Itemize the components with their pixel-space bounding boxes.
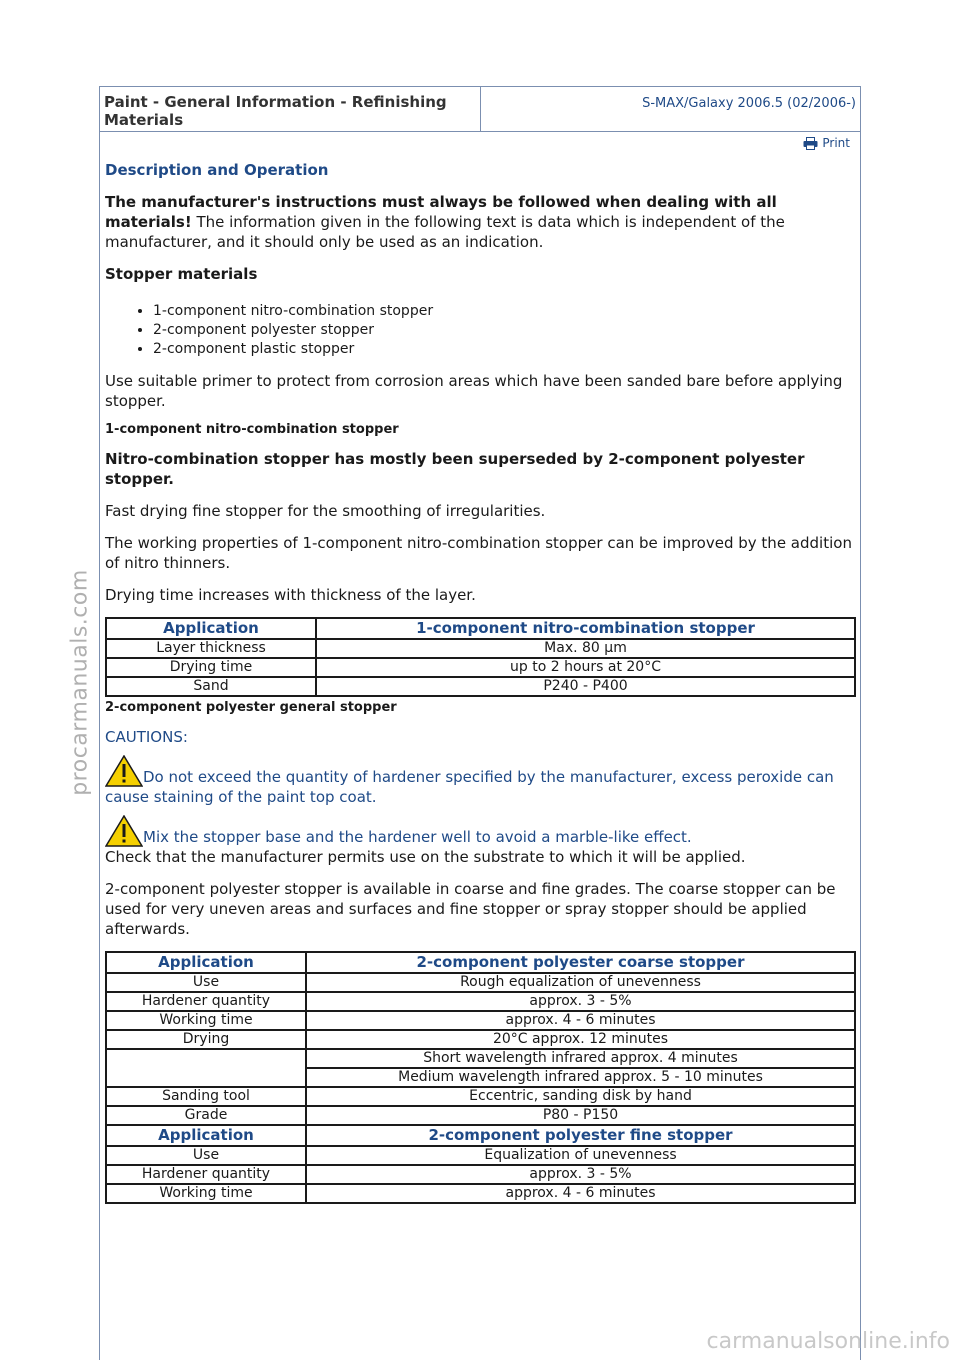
table-cell: P240 - P400 xyxy=(316,677,855,696)
table-row xyxy=(106,677,855,696)
table-cell: Sand xyxy=(106,677,316,696)
table-cell: Use xyxy=(106,1146,306,1165)
table-row xyxy=(106,1011,855,1030)
table-cell: Medium wavelength infrared approx. 5 - 10 minutes xyxy=(306,1068,855,1087)
header-model: S-MAX/Galaxy 2006.5 (02/2006-) xyxy=(481,87,861,132)
table-header: Application xyxy=(106,618,316,639)
table-cell: Short wavelength infrared approx. 4 minutes xyxy=(306,1049,855,1068)
warning-icon xyxy=(105,755,143,787)
nitro-subheading: 1-component nitro-combination stopper xyxy=(105,422,399,437)
table-header: Application xyxy=(106,1125,306,1146)
table-cell: Sanding tool xyxy=(106,1087,306,1106)
table-row xyxy=(106,639,855,658)
table-cell: approx. 4 - 6 minutes xyxy=(306,1184,855,1203)
table-row xyxy=(106,1087,855,1106)
printer-icon xyxy=(803,137,818,150)
caution-1-text: Do not exceed the quantity of hardener specified by the manufacturer, excess peroxide can cause staining of the paint top coat. xyxy=(105,768,834,806)
print-button[interactable] xyxy=(803,136,850,150)
intro-rest: The information given in the following text is data which is independent of the manufacturer, and it should only be used as an indication. xyxy=(105,213,785,251)
table-row xyxy=(106,1049,855,1068)
warning-icon xyxy=(105,815,143,847)
table-row xyxy=(106,1146,855,1165)
caution-2 xyxy=(105,815,854,847)
intro-bold: The manufacturer's instructions must always be followed when dealing with all materials! xyxy=(105,193,777,231)
table-cell: Working time xyxy=(106,1184,306,1203)
table-cell: Grade xyxy=(106,1106,306,1125)
nitro-note: Nitro-combination stopper has mostly been superseded by 2-component polyester stopper. xyxy=(105,450,805,488)
check-text: Check that the manufacturer permits use on the substrate to which it will be applied. xyxy=(105,848,746,866)
table-row xyxy=(106,1030,855,1049)
nitro-p2: The working properties of 1-component nitro-combination stopper can be improved by the addition of nitro thinners. xyxy=(105,534,852,572)
table-header: 2-component polyester fine stopper xyxy=(306,1125,855,1146)
table-header: Application xyxy=(106,952,306,973)
table-cell: Max. 80 µm xyxy=(316,639,855,658)
stopper-list xyxy=(105,302,854,359)
table-cell: 20°C approx. 12 minutes xyxy=(306,1030,855,1049)
content-area xyxy=(99,132,861,1360)
poly-subheading: 2-component polyester general stopper xyxy=(105,700,397,715)
page-header xyxy=(99,86,861,132)
caution-1 xyxy=(105,755,854,807)
stopper-heading: Stopper materials xyxy=(105,265,258,283)
table-cell: approx. 4 - 6 minutes xyxy=(306,1011,855,1030)
section-title: Description and Operation xyxy=(105,161,329,179)
header-title: Paint - General Information - Refinishing Materials xyxy=(100,87,481,132)
table-cell: Use xyxy=(106,973,306,992)
bottom-watermark: carmanualsonline.info xyxy=(706,1329,950,1354)
table-cell: Eccentric, sanding disk by hand xyxy=(306,1087,855,1106)
table-row xyxy=(106,973,855,992)
table-header: 2-component polyester coarse stopper xyxy=(306,952,855,973)
table-row xyxy=(106,658,855,677)
nitro-p1: Fast drying fine stopper for the smoothing of irregularities. xyxy=(105,502,546,520)
table-cell: up to 2 hours at 20°C xyxy=(316,658,855,677)
list-item: • 1-component nitro-combination stopper xyxy=(153,302,854,321)
table-row xyxy=(106,1106,855,1125)
side-watermark: procarmanuals.com xyxy=(67,569,93,796)
table-cell: Equalization of unevenness xyxy=(306,1146,855,1165)
intro-paragraph xyxy=(105,192,854,252)
poly-text: 2-component polyester stopper is available in coarse and fine grades. The coarse stopper can be used for very uneven areas and surfaces and fine stopper or spray stopper should be applied afterwards. xyxy=(105,880,836,938)
list-item: • 2-component polyester stopper xyxy=(153,321,854,340)
table-cell: approx. 3 - 5% xyxy=(306,992,855,1011)
table-cell: Drying xyxy=(106,1030,306,1049)
list-item: • 2-component plastic stopper xyxy=(153,340,854,359)
table-cell: Hardener quantity xyxy=(106,1165,306,1184)
table-cell: approx. 3 - 5% xyxy=(306,1165,855,1184)
coarse-spec-table xyxy=(105,951,856,1204)
nitro-spec-table xyxy=(105,617,856,697)
manual-page xyxy=(99,86,861,1360)
table-row xyxy=(106,1184,855,1203)
print-label: Print xyxy=(822,136,850,150)
primer-text: Use suitable primer to protect from corrosion areas which have been sanded bare before applying stopper. xyxy=(105,372,843,410)
table-cell: Hardener quantity xyxy=(106,992,306,1011)
table-cell: Rough equalization of unevenness xyxy=(306,973,855,992)
caution-2-text: Mix the stopper base and the hardener well to avoid a marble-like effect. xyxy=(143,828,692,846)
table-row xyxy=(106,992,855,1011)
table-cell xyxy=(106,1049,306,1087)
table-row xyxy=(106,1165,855,1184)
nitro-p3: Drying time increases with thickness of the layer. xyxy=(105,586,476,604)
table-cell: P80 - P150 xyxy=(306,1106,855,1125)
cautions-label: CAUTIONS: xyxy=(105,728,188,746)
table-cell: Layer thickness xyxy=(106,639,316,658)
table-cell: Working time xyxy=(106,1011,306,1030)
table-header: 1-component nitro-combination stopper xyxy=(316,618,855,639)
table-cell: Drying time xyxy=(106,658,316,677)
